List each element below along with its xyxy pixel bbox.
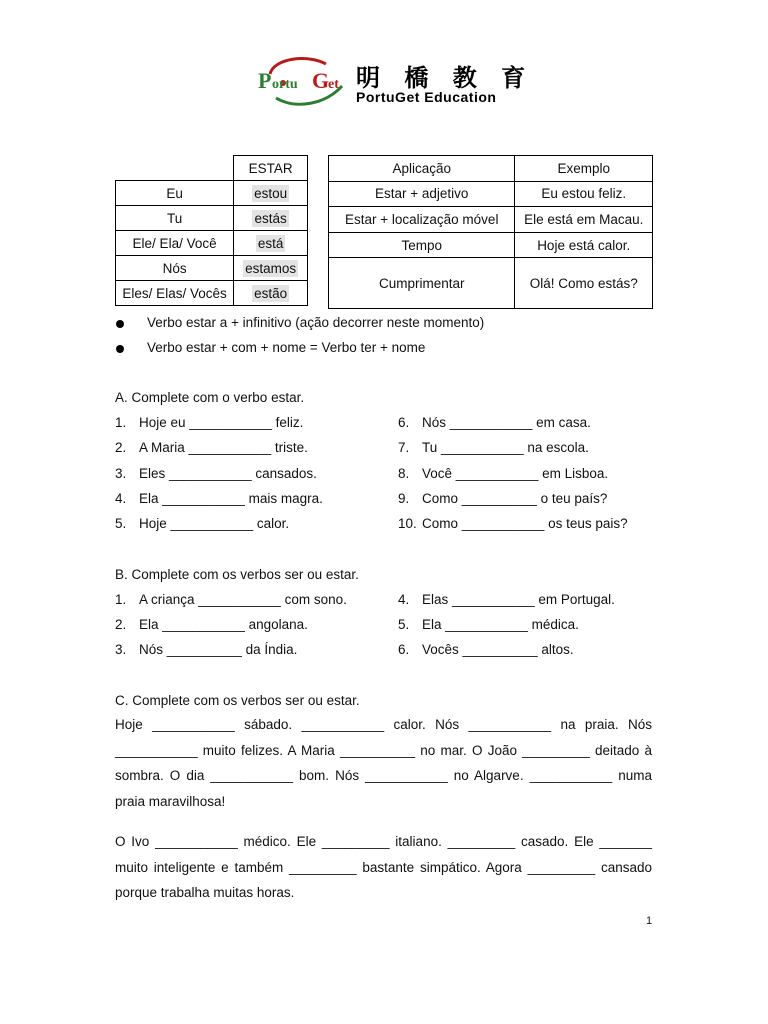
list-item: 3. Nós __________ da Índia. [115,642,298,657]
example-cell: Eu estou feliz. [515,181,653,207]
list-item: 6. Vocês __________ altos. [398,642,574,657]
bullet-text: Verbo estar + com + nome = Verbo ter + nome [147,340,426,355]
verb-form-cell: está [257,235,284,251]
list-item: 6. Nós ___________ em casa. [398,415,591,430]
list-item: 1. A criança ___________ com sono. [115,592,347,607]
estar-header: ESTAR [234,156,308,181]
svg-text:G: G [312,68,330,93]
verb-form-cell: estou [254,185,288,201]
table-row [329,156,653,182]
svg-text:P: P [258,68,272,93]
table-row [116,256,308,281]
svg-text:et: et [328,77,339,92]
list-item: 2. A Maria ___________ triste. [115,440,308,455]
list-item: 5. Ela ___________ médica. [398,617,579,632]
section-b-title: B. Complete com os verbos ser ou estar. [115,567,359,582]
verb-form-cell: estão [254,285,288,301]
bullet-dot-icon [116,345,124,353]
pronoun-cell: Eu [116,181,234,206]
pronoun-cell: Eles/ Elas/ Vocês [116,281,234,306]
application-cell: Cumprimentar [329,258,515,309]
table-row [116,281,308,306]
list-item: 3. Eles ___________ cansados. [115,466,317,481]
section-c-title: C. Complete com os verbos ser ou estar. [115,693,360,708]
column-header-example: Exemplo [515,156,653,182]
list-item: 4. Ela ___________ mais magra. [115,491,323,506]
application-cell: Estar + adjetivo [329,181,515,207]
application-cell: Estar + localização móvel [329,207,515,233]
svg-text:ortu: ortu [272,77,298,92]
column-header-application: Aplicação [329,156,515,182]
list-item: 9. Como __________ o teu país? [398,491,608,506]
logo-chinese-name: 明 橋 教 育 [356,64,534,92]
section-a-title: A. Complete com o verbo estar. [115,390,305,405]
pronoun-cell: Tu [116,206,234,231]
list-item: 8. Você ___________ em Lisboa. [398,466,609,481]
table-row [329,232,653,258]
list-item: 10. Como ___________ os teus pais? [398,516,628,531]
bullet-text: Verbo estar a + infinitivo (ação decorrer neste momento) [147,315,485,330]
table-row [329,181,653,207]
list-item: 1. Hoje eu ___________ feliz. [115,415,304,430]
example-cell: Hoje está calor. [515,232,653,258]
example-cell: Olá! Como estás? [515,258,653,309]
verb-form-cell: estamos [245,260,297,276]
verb-form-cell: estás [254,210,287,226]
table-row [329,258,653,309]
list-item: 5. Hoje ___________ calor. [115,516,290,531]
list-item: 7. Tu ___________ na escola. [398,440,589,455]
page-number: 1 [646,915,653,927]
pronoun-cell: Nós [116,256,234,281]
table-row [116,231,308,256]
logo-english-name: PortuGet Education [356,89,497,105]
table-row [116,156,308,181]
application-cell: Tempo [329,232,515,258]
example-cell: Ele está em Macau. [515,207,653,233]
pronoun-cell: Ele/ Ela/ Você [116,231,234,256]
list-item: 2. Ela ___________ angolana. [115,617,308,632]
bullet-dot-icon [116,320,124,328]
list-item: 4. Elas ___________ em Portugal. [398,592,615,607]
portuget-logo-mark [256,52,348,108]
table-row [329,207,653,233]
table-row [116,181,308,206]
estar-conjugation-table [115,155,308,306]
table-row [116,206,308,231]
section-c-paragraph-2: O Ivo ___________ médico. Ele _________ italiano. _________ casado. Ele _______ muito inteligente e também _________ bastante simpático. Agora _________ cansado porque trabalha muitas horas. [115,834,652,900]
section-c-paragraph-1: Hoje ___________ sábado. ___________ calor. Nós ___________ na praia. Nós ___________ muito felizes. A Maria __________ no mar. O João _________ deitado à sombra. O dia ___________ bom. Nós ___________ no Algarve. ___________ numa praia maravilhosa! [115,717,652,809]
application-table [328,155,653,309]
